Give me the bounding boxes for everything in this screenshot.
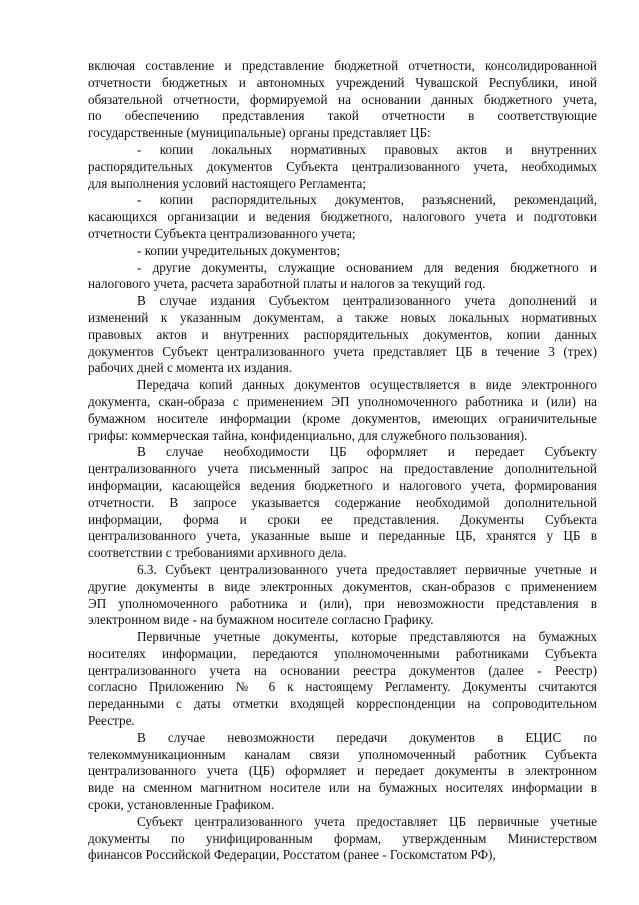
text-line: виде на сменном магнитном носителе или на бумажных носителях информации в xyxy=(88,780,597,796)
text-line: электронном виде - на бумажном носителе согласно Графику. xyxy=(88,612,434,628)
text-line: распорядительных документов Субъекта централизованного учета, необходимых xyxy=(88,158,597,174)
document-paragraph xyxy=(88,243,597,260)
text-line: переданными с даты отметки входящей корреспонденции на сопроводительном xyxy=(88,696,597,712)
document-paragraph xyxy=(88,377,597,444)
document-paragraph xyxy=(88,260,597,294)
text-line: финансов Российской Федерации, Росстатом (ранее - Госкомстатом РФ), xyxy=(88,847,496,863)
text-line: - копии локальных нормативных правовых актов и внутренних xyxy=(137,141,597,157)
document-body xyxy=(88,58,597,864)
document-paragraph xyxy=(88,562,597,629)
text-line: документов Субъект централизованного учета представляет ЦБ в течение 3 (трех) xyxy=(88,343,597,359)
text-line: включая составление и представление бюджетной отчетности, консолидированной xyxy=(88,58,597,73)
document-paragraph xyxy=(88,444,597,562)
text-line: - копии распорядительных документов, разъяснений, рекомендаций, xyxy=(137,192,597,208)
text-line: государственные (муниципальные) органы представляет ЦБ: xyxy=(88,125,431,141)
text-line: соответствии с требованиями архивного дела. xyxy=(88,545,347,561)
document-paragraph xyxy=(88,58,597,142)
text-line: носителях информации, передаются уполномоченными работниками Субъекта xyxy=(88,645,597,661)
text-line: отчетности Субъекта централизованного учета; xyxy=(88,225,356,241)
text-line: Передача копий данных документов осуществляется в виде электронного xyxy=(137,377,597,393)
document-paragraph xyxy=(88,293,597,377)
text-line: Реестре. xyxy=(88,713,135,729)
document-page xyxy=(88,58,597,864)
text-line: документа, скан-образа с применением ЭП уполномоченного работника и (или) на xyxy=(88,393,597,409)
text-line: отчетности. В запросе указывается содержание необходимой дополнительной xyxy=(88,494,597,510)
text-line: отчетности бюджетных и автономных учреждений Чувашской Республики, иной xyxy=(88,74,597,90)
text-line: правовых актов и внутренних распорядительных документов, копии данных xyxy=(88,326,597,342)
text-line: бумажном носителе информации (кроме документов, имеющих ограничительные xyxy=(88,410,597,426)
text-line: информации, касающейся ведения бюджетного и налогового учета, формирования xyxy=(88,477,597,493)
text-line: Первичные учетные документы, которые представляются на бумажных xyxy=(137,629,597,645)
document-paragraph xyxy=(88,192,597,242)
text-line: налогового учета, расчета заработной платы и налогов за текущий год. xyxy=(88,276,486,292)
document-paragraph xyxy=(88,814,597,864)
text-line: 6.3. Субъект централизованного учета предоставляет первичные учетные и xyxy=(137,561,597,577)
text-line: рабочих дней с момента их издания. xyxy=(88,360,293,376)
text-line: информации, форма и сроки ее представления. Документы Субъекта xyxy=(88,511,597,527)
text-line: касающихся организации и ведения бюджетного, налогового учета и подготовки xyxy=(88,209,597,225)
text-line: другие документы в виде электронных документов, скан-образов с применением xyxy=(88,578,597,594)
text-line: централизованного учета, указанные выше и переданные ЦБ, хранятся у ЦБ в xyxy=(88,528,597,544)
text-line: изменений к указанным документам, а также новых локальных нормативных xyxy=(88,309,597,325)
document-paragraph xyxy=(88,629,597,730)
text-line: - копии учредительных документов; xyxy=(137,242,341,258)
text-line: для выполнения условий настоящего Регламента; xyxy=(88,175,367,191)
text-line: Субъект централизованного учета предоставляет ЦБ первичные учетные xyxy=(137,813,597,829)
text-line: сроки, установленные Графиком. xyxy=(88,797,275,813)
text-line: ЭП уполномоченного работника и (или), при невозможности представления в xyxy=(88,595,597,611)
text-line: В случае издания Субъектом централизованного учета дополнений и xyxy=(137,293,597,309)
text-line: обязательной отчетности, формируемой на основании данных бюджетного учета, xyxy=(88,91,597,107)
text-line: документы по унифицированным формам, утвержденным Министерством xyxy=(88,830,597,846)
text-line: В случае необходимости ЦБ оформляет и передает Субъекту xyxy=(137,444,597,460)
text-line: централизованного учета (ЦБ) оформляет и передает документы в электронном xyxy=(88,763,597,779)
text-line: согласно Приложению № 6 к настоящему Регламенту. Документы считаются xyxy=(88,679,597,695)
document-paragraph xyxy=(88,142,597,192)
text-line: централизованного учета письменный запрос на предоставление дополнительной xyxy=(88,461,597,477)
text-line: - другие документы, служащие основанием для ведения бюджетного и xyxy=(137,259,597,275)
text-line: телекоммуникационным каналам связи уполномоченный работник Субъекта xyxy=(88,746,597,762)
text-line: централизованного учета на основании реестра документов (далее - Реестр) xyxy=(88,662,597,678)
text-line: по обеспечению представления такой отчетности в соответствующие xyxy=(88,108,597,124)
text-line: В случае невозможности передачи документов в ЕЦИС по xyxy=(137,729,597,745)
document-paragraph xyxy=(88,730,597,814)
text-line: грифы: коммерческая тайна, конфиденциально, для служебного пользования). xyxy=(88,427,528,443)
